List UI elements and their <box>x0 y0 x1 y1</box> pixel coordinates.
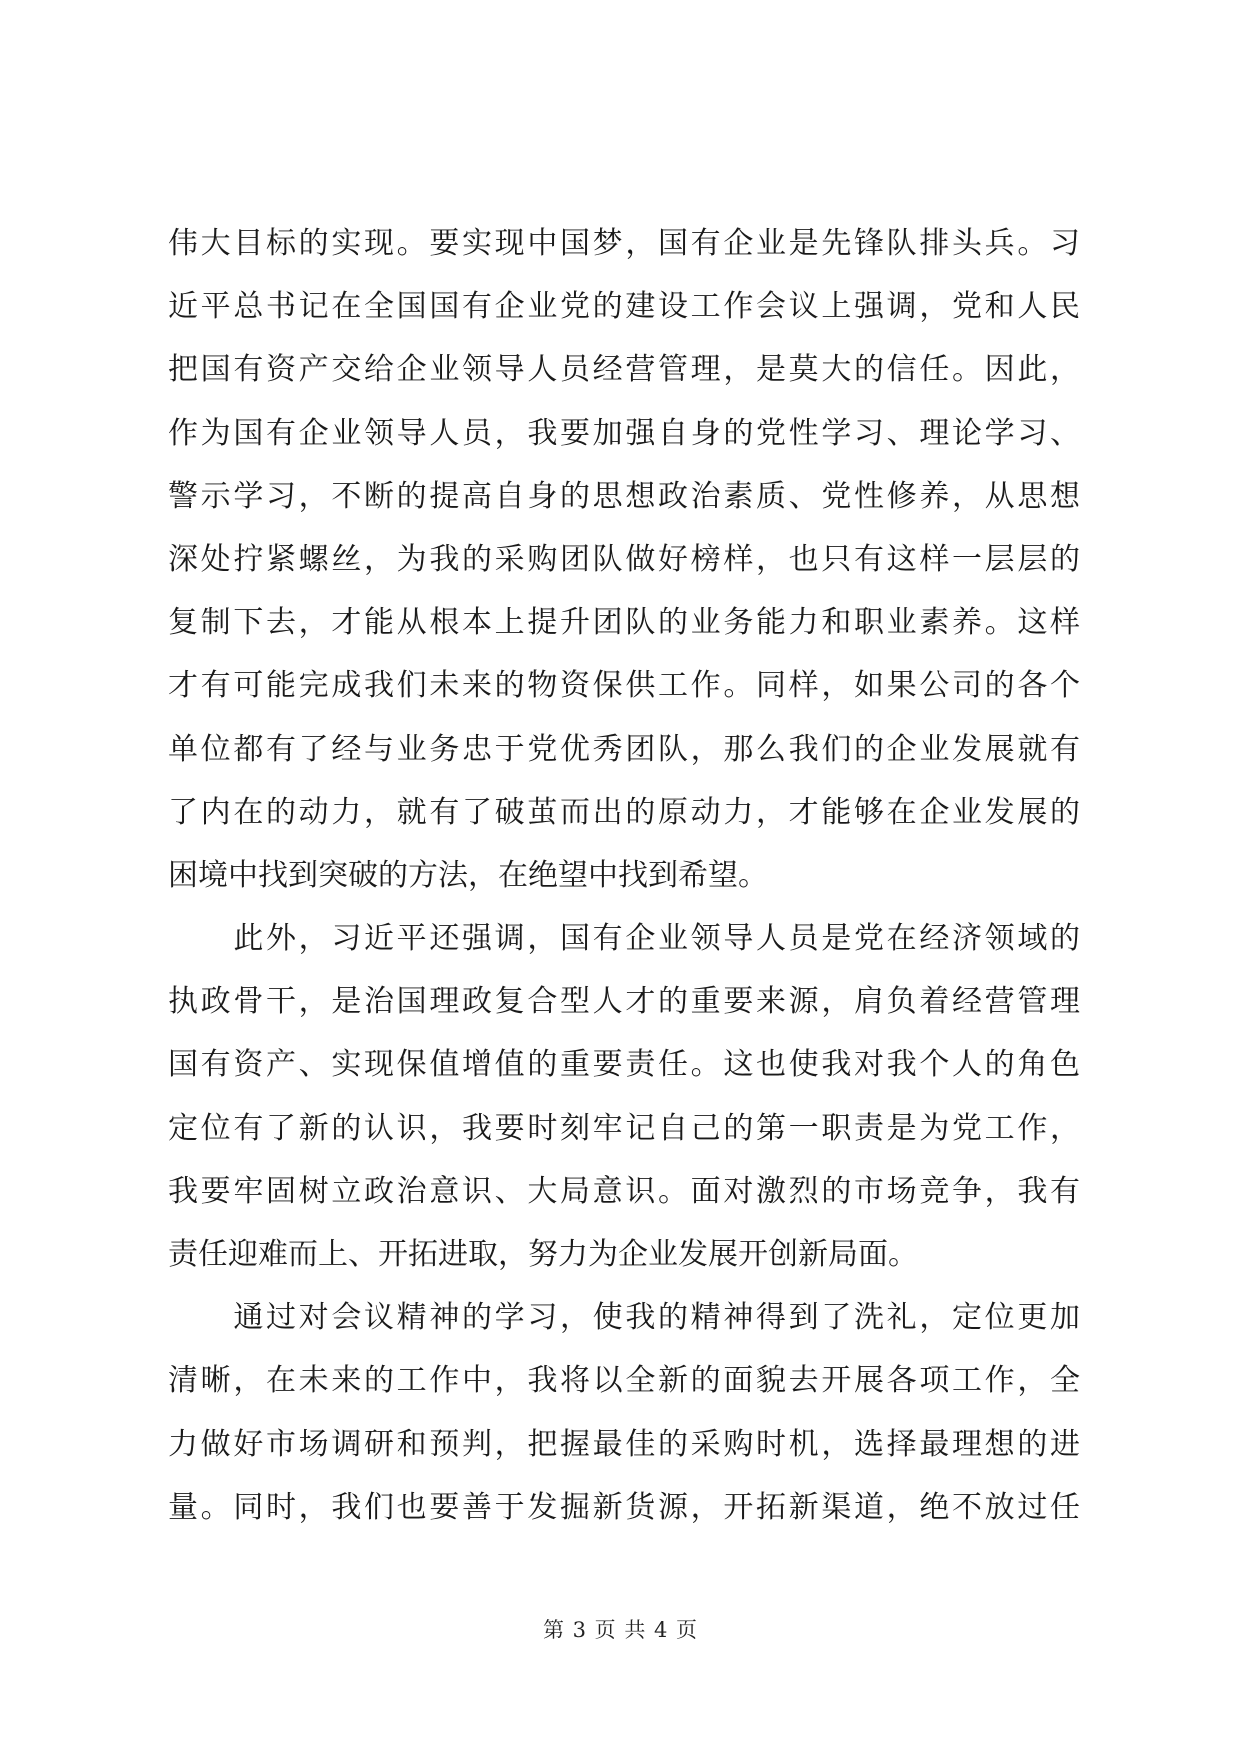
text-line: 国有资产、实现保值增值的重要责任。这也使我对我个人的角色 <box>168 1047 1080 1083</box>
text-line: 通过对会议精神的学习，使我的精神得到了洗礼，定位更加 <box>168 1300 1080 1336</box>
text-line: 近平总书记在全国国有企业党的建设工作会议上强调，党和人民 <box>168 289 1080 325</box>
text-line: 才有可能完成我们未来的物资保供工作。同样，如果公司的各个 <box>168 668 1080 704</box>
text-line: 执政骨干，是治国理政复合型人才的重要来源，肩负着经营管理 <box>168 984 1080 1020</box>
body-text <box>168 212 1080 1539</box>
text-line: 困境中找到突破的方法，在绝望中找到希望。 <box>168 857 768 893</box>
text-line: 伟大目标的实现。要实现中国梦，国有企业是先锋队排头兵。习 <box>168 226 1080 261</box>
text-line: 量。同时，我们也要善于发掘新货源，开拓新渠道，绝不放过任 <box>168 1489 1080 1525</box>
text-line: 单位都有了经与业务忠于党优秀团队，那么我们的企业发展就有 <box>168 731 1080 767</box>
text-line: 清晰，在未来的工作中，我将以全新的面貌去开展各项工作，全 <box>168 1363 1080 1399</box>
text-line: 定位有了新的认识，我要时刻牢记自己的第一职责是为党工作， <box>168 1110 1080 1146</box>
text-line: 警示学习，不断的提高自身的思想政治素质、党性修养，从思想 <box>168 478 1080 514</box>
text-line: 此外，习近平还强调，国有企业领导人员是党在经济领域的 <box>168 921 1080 957</box>
text-line: 了内在的动力，就有了破茧而出的原动力，才能够在企业发展的 <box>168 794 1080 830</box>
text-line: 深处拧紧螺丝，为我的采购团队做好榜样，也只有这样一层层的 <box>168 541 1080 577</box>
text-line: 力做好市场调研和预判，把握最佳的采购时机，选择最理想的进 <box>168 1426 1080 1462</box>
text-line: 复制下去，才能从根本上提升团队的业务能力和职业素养。这样 <box>168 605 1080 641</box>
text-line: 责任迎难而上、开拓进取，努力为企业发展开创新局面。 <box>168 1237 918 1272</box>
page-number-footer: 第 3 页 共 4 页 <box>542 1618 699 1642</box>
text-line: 把国有资产交给企业领导人员经营管理，是莫大的信任。因此， <box>168 352 1080 388</box>
text-line: 我要牢固树立政治意识、大局意识。面对激烈的市场竞争，我有 <box>168 1173 1080 1209</box>
text-line: 作为国有企业领导人员，我要加强自身的党性学习、理论学习、 <box>168 415 1080 451</box>
